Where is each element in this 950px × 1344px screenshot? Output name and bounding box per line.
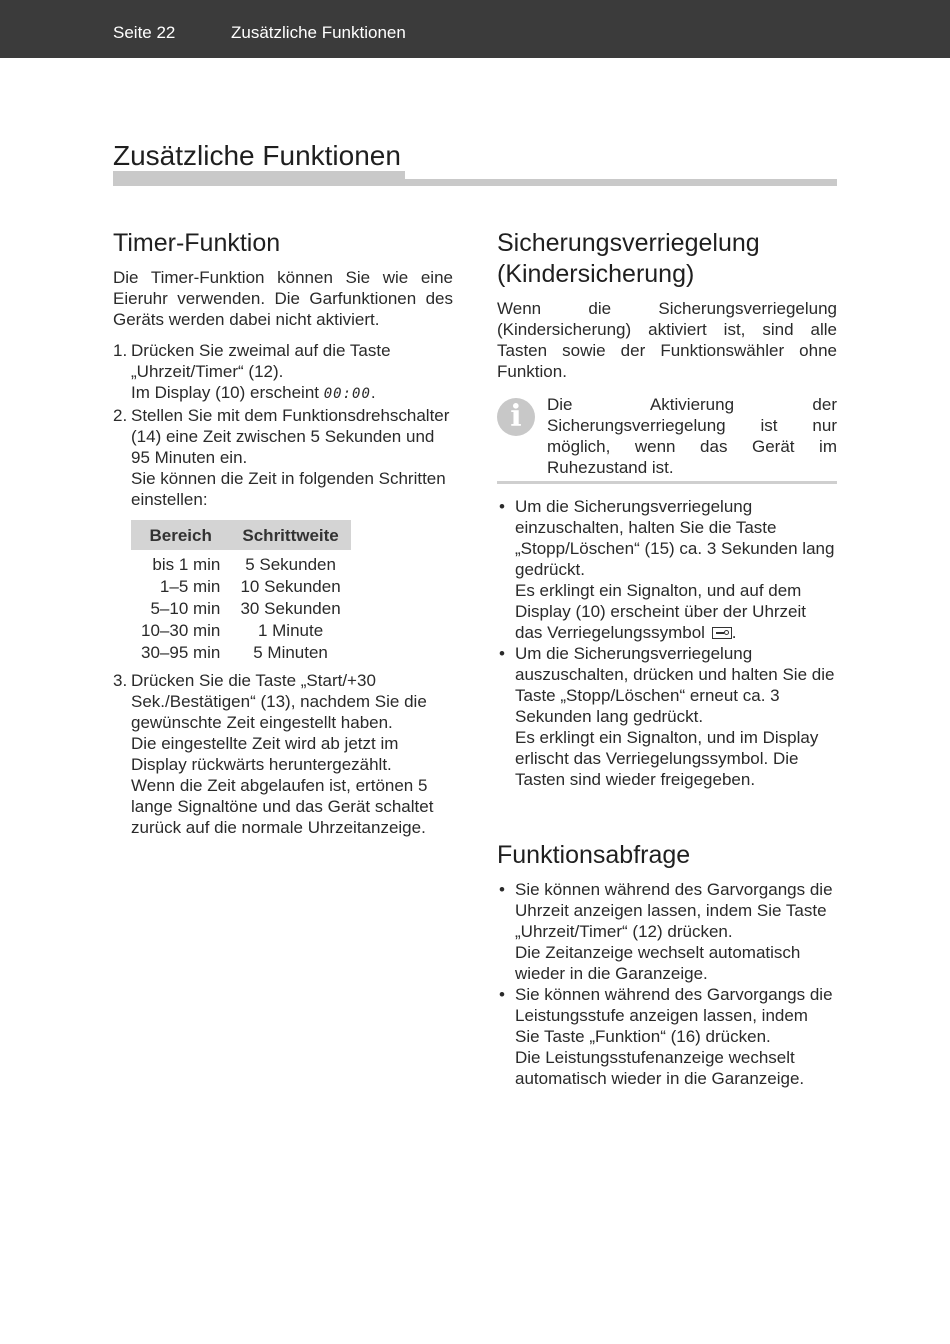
table-header-cell: Bereich	[131, 520, 230, 550]
list-item	[497, 643, 837, 790]
step-number: 1.	[113, 341, 128, 360]
step-number: 2.	[113, 406, 128, 425]
timer-step-1	[113, 340, 453, 405]
table-row	[131, 620, 351, 642]
page-number: Seite 22	[113, 23, 176, 42]
header-section-title: Zusätzliche Funktionen	[231, 23, 406, 42]
table-row	[131, 550, 351, 576]
step-text-3: Wenn die Zeit abgelaufen ist, ertönen 5 lange Signaltöne und das Gerät schaltet zurück auf die normale Uhrzeitanzeige.	[131, 776, 434, 837]
list-item	[497, 984, 837, 1089]
note-divider	[497, 481, 837, 484]
table-cell: 1–5 min	[159, 577, 221, 596]
step-number: 3.	[113, 671, 128, 690]
step-text: Stellen Sie mit dem Funktionsdrehschalter (14) eine Zeit zwischen 5 Sekunden und 95 Minuten ein.	[131, 406, 450, 467]
query-section	[497, 840, 837, 1089]
timer-steps	[113, 340, 453, 510]
bullet-text: Um die Sicherungsverriegelung einzuschalten, halten Sie die Taste „Stopp/Löschen“ (15) ca. 3 Sekunden lang gedrückt.	[515, 497, 835, 579]
table-cell: 5 Sekunden	[245, 555, 336, 574]
table-header-cell: Schrittweite	[230, 520, 350, 550]
page-header-bar	[0, 0, 950, 58]
query-heading: Funktionsabfrage	[497, 841, 691, 869]
bullet-text-2: Die Leistungsstufenanzeige wechselt automatisch wieder in die Garanzeige.	[515, 1048, 805, 1088]
timer-heading: Timer-Funktion	[113, 229, 281, 257]
bullet-text: Sie können während des Garvorgangs die Leistungsstufe anzeigen lassen, indem Sie Taste „Funktion“ (16) drücken.	[515, 985, 833, 1046]
info-icon: i	[497, 398, 535, 436]
table-cell: 5–10 min	[150, 599, 221, 618]
step-display-end: .	[370, 383, 376, 402]
lock-intro: Wenn die Sicherungsverriegelung (Kindersicherung) aktiviert ist, sind alle Tasten sowie der Funktionswähler ohne Funktion.	[497, 299, 837, 381]
table-row	[131, 576, 351, 598]
step-text-2: Die eingestellte Zeit wird ab jetzt im Display rückwärts heruntergezählt.	[131, 734, 399, 774]
table-cell: 5 Minuten	[253, 643, 328, 662]
step-text: Drücken Sie die Taste „Start/+30 Sek./Bestätigen“ (13), nachdem Sie die gewünschte Zeit eingestellt haben.	[131, 671, 427, 732]
table-cell: 10 Sekunden	[240, 577, 341, 596]
step-display-text: Im Display (10) erscheint	[131, 383, 320, 402]
bullet-text: Sie können während des Garvorgangs die Uhrzeit anzeigen lassen, indem Sie Taste „Uhrzeit/Timer“ (12) drücken.	[515, 880, 833, 941]
table-cell: bis 1 min	[152, 555, 221, 574]
table-cell: 30–95 min	[141, 643, 221, 662]
right-column	[497, 228, 837, 1089]
page-title: Zusätzliche Funktionen	[113, 140, 401, 171]
list-item	[497, 496, 837, 643]
title-rule	[113, 179, 837, 186]
display-readout: 00:00	[323, 386, 371, 402]
table-cell: 1 Minute	[257, 621, 324, 640]
table-cell: 30 Sekunden	[240, 599, 341, 618]
table-header-row	[131, 520, 351, 550]
lock-heading-line-2: (Kindersicherung)	[497, 260, 695, 288]
bullet-text: Um die Sicherungsverriegelung auszuschalten, drücken und halten Sie die Taste „Stopp/Löschen“ erneut ca. 3 Sekunden lang gedrückt.	[515, 644, 835, 726]
step-table	[131, 520, 351, 664]
list-item	[497, 879, 837, 984]
timer-intro: Die Timer-Funktion können Sie wie eine Eieruhr verwenden. Die Garfunktionen des Geräts werden dabei nicht aktiviert.	[113, 268, 453, 329]
table-row	[131, 642, 351, 664]
lock-heading	[497, 228, 837, 290]
step-text-2: Sie können die Zeit in folgenden Schritten einstellen:	[131, 469, 446, 509]
info-note-text: Die Aktivierung der Sicherungsverriegelung ist nur möglich, wenn das Gerät im Ruhezustand ist.	[547, 395, 837, 477]
step-text: Drücken Sie zweimal auf die Taste „Uhrzeit/Timer“ (12).	[131, 341, 391, 381]
timer-step-2	[113, 405, 453, 510]
lock-bullets	[497, 496, 837, 790]
bullet-text-2: Es erklingt ein Signalton, und im Display erlischt das Verriegelungssymbol. Die Tasten sind wieder freigegeben.	[515, 728, 819, 789]
timer-steps-cont	[113, 670, 453, 838]
info-note	[497, 394, 837, 478]
lock-heading-line-1: Sicherungsverriegelung	[497, 229, 760, 257]
lock-symbol-icon	[712, 627, 732, 639]
bullet-text-2: Es erklingt ein Signalton, und auf dem Display (10) erscheint über der Uhrzeit das Verriegelungssymbol	[515, 581, 807, 642]
timer-step-3	[113, 670, 453, 838]
bullet-text-2: Die Zeitanzeige wechselt automatisch wieder in die Garanzeige.	[515, 943, 801, 983]
table-cell: 10–30 min	[141, 621, 221, 640]
bullet-end: .	[731, 623, 737, 642]
table-row	[131, 598, 351, 620]
left-column	[113, 228, 453, 838]
query-bullets	[497, 879, 837, 1089]
